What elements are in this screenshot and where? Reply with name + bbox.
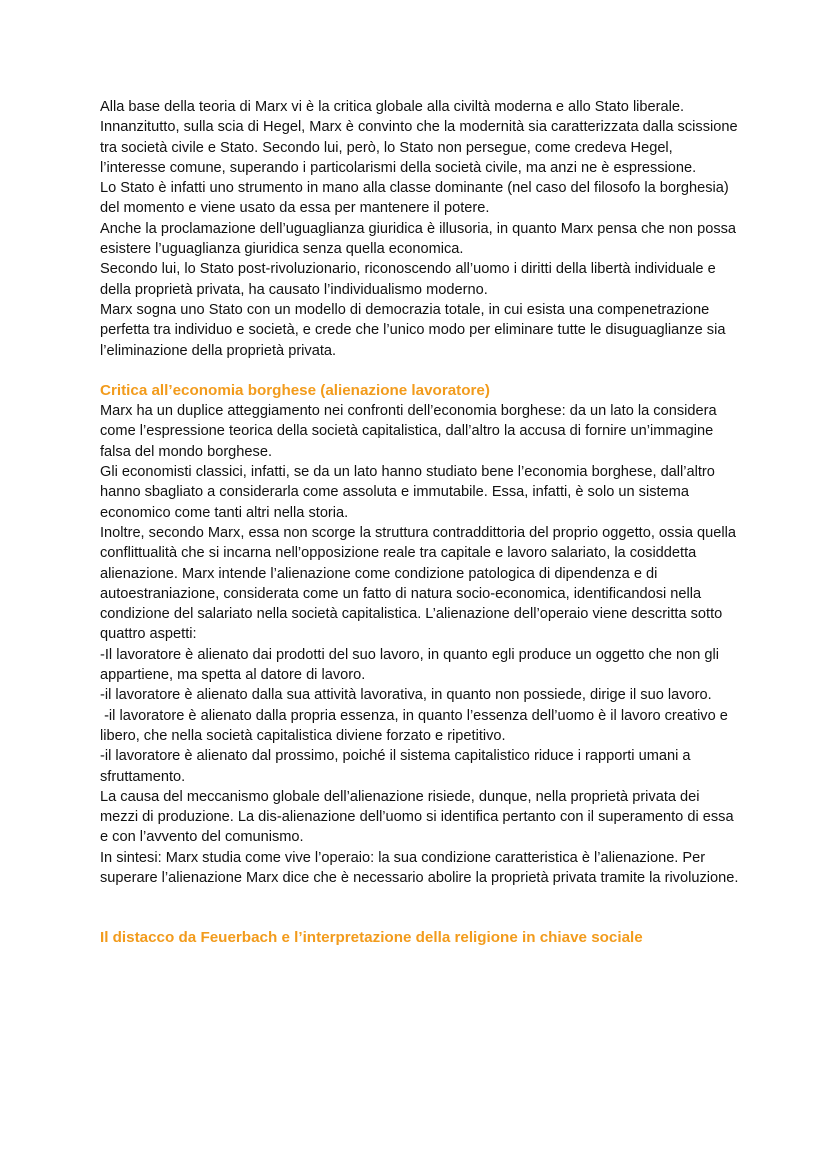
paragraph: Marx ha un duplice atteggiamento nei confronti dell’economia borghese: da un lato la considera come l’espressione teorica della società capitalistica, dall’altro la accusa di fornire un’immagine falsa del mondo borghese.: [100, 403, 717, 460]
list-item: -Il lavoratore è alienato dai prodotti del suo lavoro, in quanto egli produce un oggetto che non gli appartiene, ma spetta al datore di lavoro.: [100, 646, 720, 684]
paragraph: La causa del meccanismo globale dell’alienazione risiede, dunque, nella proprietà privata dei mezzi di produzione. La dis-alienazione dell’uomo si identifica pertanto con il superamento di essa e con l’avvento del comunismo.: [100, 788, 734, 846]
list-item: -il lavoratore è alienato dal prossimo, poiché il sistema capitalistico riduce i rapporti umani a sfruttamento.: [100, 748, 691, 785]
paragraph: Gli economisti classici, infatti, se da un lato hanno studiato bene l’economia borghese, dall’altro hanno sbagliato a considerarla come assoluta e immutabile. Essa, infatti, è solo un sistema economico come tanti altri nella storia.: [100, 464, 715, 521]
paragraph: Inoltre, secondo Marx, essa non scorge la struttura contraddittoria del proprio oggetto, ossia quella conflittualità che si incarna nell’opposizione reale tra capitale e lavoro salariato, la cosiddetta alienazione. Marx intende l’alienazione come condizione patologica di dipendenza e di autoestraniazione, considerata come un fatto di natura socio-economica, identificandosi nella condizione del salariato nella società capitalistica. L’alienazione dell’operaio viene descritta sotto quattro aspetti:: [100, 524, 736, 643]
document-page: [100, 97, 740, 949]
list-item: -il lavoratore è alienato dalla propria essenza, in quanto l’essenza dell’uomo è il lavoro creativo e libero, che nella società capitalistica diviene forzato e ripetitivo.: [100, 707, 732, 744]
paragraph: Secondo lui, lo Stato post-rivoluzionario, riconoscendo all’uomo i diritti della libertà individuale e della proprietà privata, ha causato l’individualismo moderno.: [100, 261, 716, 298]
section-state-critique: [100, 97, 740, 361]
paragraph: Marx sogna uno Stato con un modello di democrazia totale, in cui esista una compenetrazione perfetta tra individuo e società, e crede che l’unico modo per eliminare tutte le disuguaglianze sia l’eliminazione della proprietà privata.: [100, 301, 726, 359]
paragraph: Anche la proclamazione dell’uguaglianza giuridica è illusoria, in quanto Marx pensa che non possa esistere l’uguaglianza giuridica senza quella economica.: [100, 220, 737, 258]
section-economy-critique: [100, 401, 740, 888]
section-heading: Il distacco da Feuerbach e l’interpretazione della religione in chiave sociale: [100, 929, 643, 947]
list-item: -il lavoratore è alienato dalla sua attività lavorativa, in quanto non possiede, dirige il suo lavoro.: [100, 687, 712, 704]
paragraph: Innanzitutto, sulla scia di Hegel, Marx è convinto che la modernità sia caratterizzata dalla scissione tra società civile e Stato. Secondo lui, però, lo Stato non persegue, come credeva Hegel, l’interesse comune, superando i particolarismi della società civile, ma anzi ne è espressione.: [100, 119, 738, 176]
paragraph: Alla base della teoria di Marx vi è la critica globale alla civiltà moderna e allo Stato liberale.: [100, 99, 685, 115]
summary-paragraph: In sintesi: Marx studia come vive l’operaio: la sua condizione caratteristica è l’alienazione. Per superare l’alienazione Marx dice che è necessario abolire la proprietà privata tramite la rivoluzione.: [100, 849, 739, 886]
section-heading: Critica all’economia borghese (alienazione lavoratore): [100, 381, 490, 399]
paragraph: Lo Stato è infatti uno strumento in mano alla classe dominante (nel caso del filosofo la borghesia) del momento e viene usato da essa per mantenere il potere.: [100, 180, 729, 217]
